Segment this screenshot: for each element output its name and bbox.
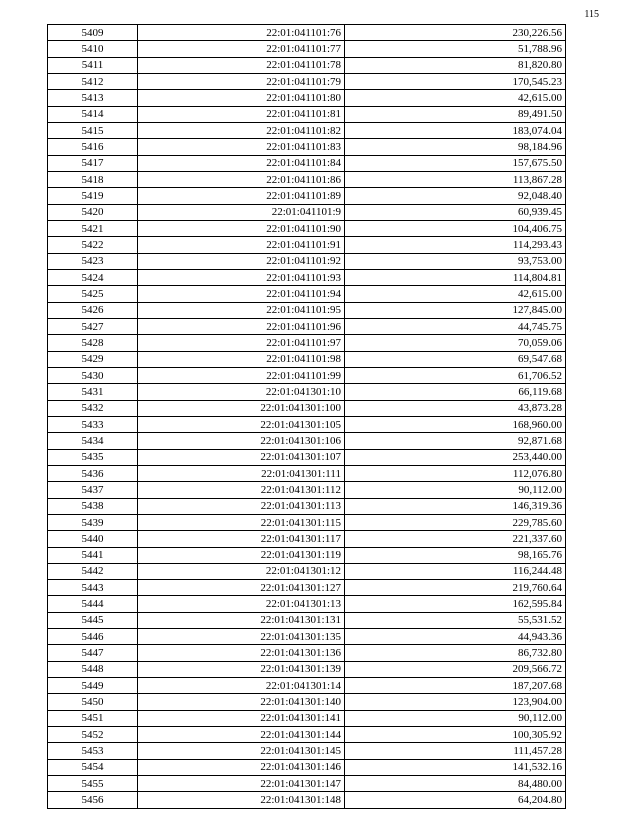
cadastral-number-cell: 22:01:041101:79 bbox=[138, 73, 345, 89]
cadastral-number-cell: 22:01:041101:89 bbox=[138, 188, 345, 204]
row-number-cell: 5450 bbox=[48, 694, 138, 710]
row-number-cell: 5422 bbox=[48, 237, 138, 253]
table-row bbox=[48, 482, 566, 498]
cadastral-number-cell: 22:01:041301:105 bbox=[138, 416, 345, 432]
cadastral-number-cell: 22:01:041101:91 bbox=[138, 237, 345, 253]
row-number-cell: 5442 bbox=[48, 563, 138, 579]
cadastral-number-cell: 22:01:041101:9 bbox=[138, 204, 345, 220]
table-row bbox=[48, 661, 566, 677]
cadastral-value-cell: 92,048.40 bbox=[345, 188, 566, 204]
cadastral-value-table bbox=[47, 24, 566, 809]
cadastral-value-cell: 98,184.96 bbox=[345, 139, 566, 155]
table-row bbox=[48, 25, 566, 41]
row-number-cell: 5428 bbox=[48, 335, 138, 351]
table-row bbox=[48, 465, 566, 481]
cadastral-value-cell: 157,675.50 bbox=[345, 155, 566, 171]
table-row bbox=[48, 253, 566, 269]
table-row bbox=[48, 563, 566, 579]
table-row bbox=[48, 73, 566, 89]
row-number-cell: 5427 bbox=[48, 318, 138, 334]
table-row bbox=[48, 710, 566, 726]
row-number-cell: 5439 bbox=[48, 514, 138, 530]
cadastral-number-cell: 22:01:041301:139 bbox=[138, 661, 345, 677]
cadastral-value-cell: 114,804.81 bbox=[345, 269, 566, 285]
cadastral-number-cell: 22:01:041301:107 bbox=[138, 449, 345, 465]
cadastral-number-cell: 22:01:041101:83 bbox=[138, 139, 345, 155]
table-body bbox=[48, 25, 566, 809]
cadastral-number-cell: 22:01:041301:131 bbox=[138, 612, 345, 628]
row-number-cell: 5448 bbox=[48, 661, 138, 677]
cadastral-value-cell: 253,440.00 bbox=[345, 449, 566, 465]
cadastral-number-cell: 22:01:041301:145 bbox=[138, 743, 345, 759]
row-number-cell: 5409 bbox=[48, 25, 138, 41]
cadastral-number-cell: 22:01:041301:119 bbox=[138, 547, 345, 563]
cadastral-number-cell: 22:01:041101:80 bbox=[138, 90, 345, 106]
row-number-cell: 5438 bbox=[48, 498, 138, 514]
table-row bbox=[48, 220, 566, 236]
cadastral-number-cell: 22:01:041301:111 bbox=[138, 465, 345, 481]
table-row bbox=[48, 694, 566, 710]
cadastral-number-cell: 22:01:041101:95 bbox=[138, 302, 345, 318]
table-row bbox=[48, 237, 566, 253]
row-number-cell: 5413 bbox=[48, 90, 138, 106]
table-row bbox=[48, 759, 566, 775]
cadastral-value-cell: 44,943.36 bbox=[345, 629, 566, 645]
cadastral-number-cell: 22:01:041101:94 bbox=[138, 286, 345, 302]
cadastral-number-cell: 22:01:041101:93 bbox=[138, 269, 345, 285]
row-number-cell: 5415 bbox=[48, 122, 138, 138]
row-number-cell: 5431 bbox=[48, 384, 138, 400]
cadastral-number-cell: 22:01:041301:100 bbox=[138, 400, 345, 416]
row-number-cell: 5443 bbox=[48, 580, 138, 596]
row-number-cell: 5444 bbox=[48, 596, 138, 612]
table-row bbox=[48, 302, 566, 318]
row-number-cell: 5437 bbox=[48, 482, 138, 498]
cadastral-value-cell: 86,732.80 bbox=[345, 645, 566, 661]
table-row bbox=[48, 580, 566, 596]
row-number-cell: 5426 bbox=[48, 302, 138, 318]
table-row bbox=[48, 531, 566, 547]
table-row bbox=[48, 727, 566, 743]
cadastral-value-cell: 42,615.00 bbox=[345, 90, 566, 106]
cadastral-value-cell: 93,753.00 bbox=[345, 253, 566, 269]
row-number-cell: 5455 bbox=[48, 776, 138, 792]
cadastral-number-cell: 22:01:041301:112 bbox=[138, 482, 345, 498]
row-number-cell: 5418 bbox=[48, 171, 138, 187]
cadastral-value-cell: 170,545.23 bbox=[345, 73, 566, 89]
cadastral-number-cell: 22:01:041301:115 bbox=[138, 514, 345, 530]
row-number-cell: 5447 bbox=[48, 645, 138, 661]
row-number-cell: 5410 bbox=[48, 41, 138, 57]
cadastral-value-cell: 187,207.68 bbox=[345, 678, 566, 694]
cadastral-number-cell: 22:01:041301:13 bbox=[138, 596, 345, 612]
row-number-cell: 5425 bbox=[48, 286, 138, 302]
cadastral-number-cell: 22:01:041101:82 bbox=[138, 122, 345, 138]
cadastral-value-cell: 123,904.00 bbox=[345, 694, 566, 710]
table-row bbox=[48, 41, 566, 57]
row-number-cell: 5419 bbox=[48, 188, 138, 204]
cadastral-number-cell: 22:01:041101:96 bbox=[138, 318, 345, 334]
row-number-cell: 5432 bbox=[48, 400, 138, 416]
table-row bbox=[48, 367, 566, 383]
cadastral-number-cell: 22:01:041101:98 bbox=[138, 351, 345, 367]
table-row bbox=[48, 400, 566, 416]
cadastral-number-cell: 22:01:041301:144 bbox=[138, 727, 345, 743]
row-number-cell: 5451 bbox=[48, 710, 138, 726]
table-row bbox=[48, 286, 566, 302]
cadastral-value-cell: 66,119.68 bbox=[345, 384, 566, 400]
cadastral-value-cell: 69,547.68 bbox=[345, 351, 566, 367]
table-row bbox=[48, 318, 566, 334]
row-number-cell: 5452 bbox=[48, 727, 138, 743]
row-number-cell: 5412 bbox=[48, 73, 138, 89]
cadastral-number-cell: 22:01:041301:117 bbox=[138, 531, 345, 547]
cadastral-value-cell: 141,532.16 bbox=[345, 759, 566, 775]
cadastral-number-cell: 22:01:041301:106 bbox=[138, 433, 345, 449]
row-number-cell: 5424 bbox=[48, 269, 138, 285]
cadastral-number-cell: 22:01:041101:84 bbox=[138, 155, 345, 171]
cadastral-number-cell: 22:01:041301:140 bbox=[138, 694, 345, 710]
row-number-cell: 5453 bbox=[48, 743, 138, 759]
cadastral-number-cell: 22:01:041301:14 bbox=[138, 678, 345, 694]
table-row bbox=[48, 433, 566, 449]
cadastral-number-cell: 22:01:041101:90 bbox=[138, 220, 345, 236]
table-row bbox=[48, 90, 566, 106]
cadastral-number-cell: 22:01:041101:86 bbox=[138, 171, 345, 187]
row-number-cell: 5433 bbox=[48, 416, 138, 432]
table-row bbox=[48, 269, 566, 285]
cadastral-number-cell: 22:01:041301:127 bbox=[138, 580, 345, 596]
cadastral-number-cell: 22:01:041301:146 bbox=[138, 759, 345, 775]
cadastral-value-cell: 100,305.92 bbox=[345, 727, 566, 743]
row-number-cell: 5411 bbox=[48, 57, 138, 73]
table-row bbox=[48, 204, 566, 220]
table-row bbox=[48, 678, 566, 694]
row-number-cell: 5430 bbox=[48, 367, 138, 383]
row-number-cell: 5436 bbox=[48, 465, 138, 481]
row-number-cell: 5446 bbox=[48, 629, 138, 645]
table-row bbox=[48, 547, 566, 563]
table-row bbox=[48, 122, 566, 138]
row-number-cell: 5456 bbox=[48, 792, 138, 808]
table-row bbox=[48, 776, 566, 792]
cadastral-value-cell: 113,867.28 bbox=[345, 171, 566, 187]
cadastral-value-cell: 42,615.00 bbox=[345, 286, 566, 302]
cadastral-value-cell: 114,293.43 bbox=[345, 237, 566, 253]
page-number: 115 bbox=[584, 9, 599, 20]
row-number-cell: 5416 bbox=[48, 139, 138, 155]
row-number-cell: 5434 bbox=[48, 433, 138, 449]
table-row bbox=[48, 596, 566, 612]
row-number-cell: 5440 bbox=[48, 531, 138, 547]
cadastral-value-cell: 92,871.68 bbox=[345, 433, 566, 449]
table-row bbox=[48, 514, 566, 530]
table-row bbox=[48, 106, 566, 122]
cadastral-value-cell: 230,226.56 bbox=[345, 25, 566, 41]
table-row bbox=[48, 629, 566, 645]
table-row bbox=[48, 335, 566, 351]
cadastral-value-cell: 209,566.72 bbox=[345, 661, 566, 677]
row-number-cell: 5449 bbox=[48, 678, 138, 694]
cadastral-value-cell: 44,745.75 bbox=[345, 318, 566, 334]
table-row bbox=[48, 792, 566, 808]
cadastral-number-cell: 22:01:041101:78 bbox=[138, 57, 345, 73]
cadastral-value-cell: 221,337.60 bbox=[345, 531, 566, 547]
cadastral-value-cell: 219,760.64 bbox=[345, 580, 566, 596]
cadastral-value-cell: 229,785.60 bbox=[345, 514, 566, 530]
cadastral-number-cell: 22:01:041301:136 bbox=[138, 645, 345, 661]
cadastral-value-cell: 168,960.00 bbox=[345, 416, 566, 432]
table-row bbox=[48, 645, 566, 661]
table-row bbox=[48, 171, 566, 187]
cadastral-value-cell: 64,204.80 bbox=[345, 792, 566, 808]
table-row bbox=[48, 188, 566, 204]
cadastral-value-cell: 70,059.06 bbox=[345, 335, 566, 351]
cadastral-value-cell: 81,820.80 bbox=[345, 57, 566, 73]
cadastral-number-cell: 22:01:041101:99 bbox=[138, 367, 345, 383]
cadastral-value-cell: 111,457.28 bbox=[345, 743, 566, 759]
row-number-cell: 5417 bbox=[48, 155, 138, 171]
cadastral-value-cell: 51,788.96 bbox=[345, 41, 566, 57]
table-row bbox=[48, 612, 566, 628]
cadastral-number-cell: 22:01:041101:97 bbox=[138, 335, 345, 351]
table-row bbox=[48, 155, 566, 171]
table-row bbox=[48, 743, 566, 759]
table-row bbox=[48, 416, 566, 432]
cadastral-number-cell: 22:01:041101:81 bbox=[138, 106, 345, 122]
table-row bbox=[48, 351, 566, 367]
cadastral-number-cell: 22:01:041301:12 bbox=[138, 563, 345, 579]
cadastral-value-cell: 146,319.36 bbox=[345, 498, 566, 514]
cadastral-value-cell: 90,112.00 bbox=[345, 482, 566, 498]
cadastral-value-cell: 116,244.48 bbox=[345, 563, 566, 579]
cadastral-value-cell: 89,491.50 bbox=[345, 106, 566, 122]
cadastral-value-cell: 112,076.80 bbox=[345, 465, 566, 481]
cadastral-value-cell: 104,406.75 bbox=[345, 220, 566, 236]
cadastral-number-cell: 22:01:041301:141 bbox=[138, 710, 345, 726]
row-number-cell: 5421 bbox=[48, 220, 138, 236]
cadastral-value-cell: 127,845.00 bbox=[345, 302, 566, 318]
cadastral-number-cell: 22:01:041301:135 bbox=[138, 629, 345, 645]
cadastral-number-cell: 22:01:041301:10 bbox=[138, 384, 345, 400]
row-number-cell: 5423 bbox=[48, 253, 138, 269]
row-number-cell: 5441 bbox=[48, 547, 138, 563]
cadastral-value-cell: 60,939.45 bbox=[345, 204, 566, 220]
table-row bbox=[48, 384, 566, 400]
row-number-cell: 5454 bbox=[48, 759, 138, 775]
table-row bbox=[48, 498, 566, 514]
table-row bbox=[48, 57, 566, 73]
row-number-cell: 5420 bbox=[48, 204, 138, 220]
cadastral-value-cell: 61,706.52 bbox=[345, 367, 566, 383]
cadastral-number-cell: 22:01:041301:147 bbox=[138, 776, 345, 792]
cadastral-value-cell: 84,480.00 bbox=[345, 776, 566, 792]
cadastral-value-cell: 43,873.28 bbox=[345, 400, 566, 416]
cadastral-value-cell: 98,165.76 bbox=[345, 547, 566, 563]
cadastral-number-cell: 22:01:041101:77 bbox=[138, 41, 345, 57]
cadastral-value-cell: 55,531.52 bbox=[345, 612, 566, 628]
row-number-cell: 5414 bbox=[48, 106, 138, 122]
cadastral-number-cell: 22:01:041301:113 bbox=[138, 498, 345, 514]
cadastral-value-cell: 162,595.84 bbox=[345, 596, 566, 612]
cadastral-number-cell: 22:01:041301:148 bbox=[138, 792, 345, 808]
row-number-cell: 5435 bbox=[48, 449, 138, 465]
row-number-cell: 5429 bbox=[48, 351, 138, 367]
cadastral-value-cell: 183,074.04 bbox=[345, 122, 566, 138]
row-number-cell: 5445 bbox=[48, 612, 138, 628]
cadastral-number-cell: 22:01:041101:92 bbox=[138, 253, 345, 269]
table-row bbox=[48, 449, 566, 465]
table-row bbox=[48, 139, 566, 155]
cadastral-value-cell: 90,112.00 bbox=[345, 710, 566, 726]
cadastral-number-cell: 22:01:041101:76 bbox=[138, 25, 345, 41]
